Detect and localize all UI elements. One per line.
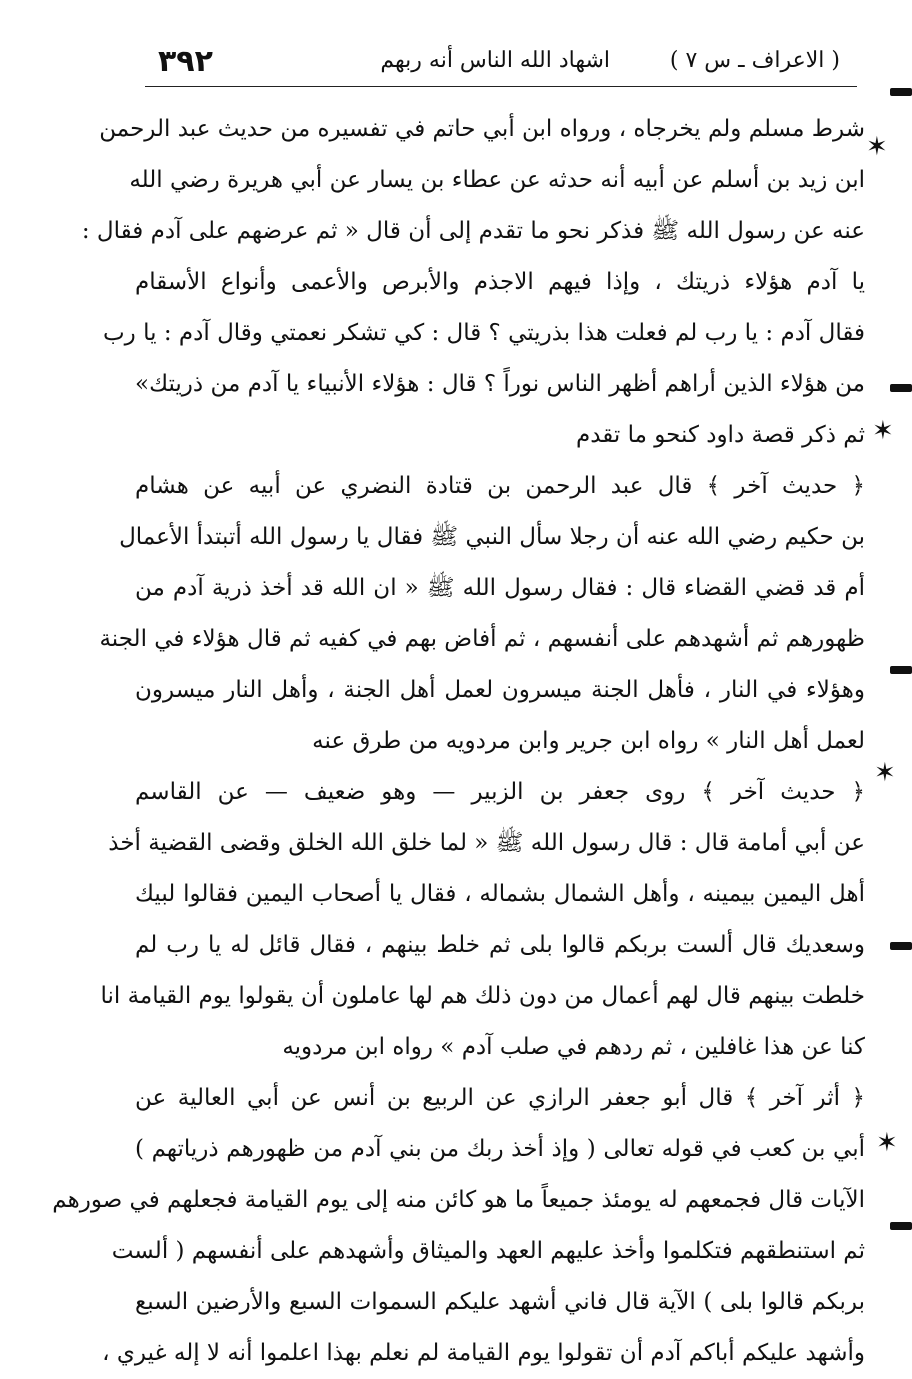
margin-mark — [890, 942, 912, 950]
text-line: ثم استنطقهم فتكلموا وأخذ عليهم العهد والميثاق وأشهدهم على أنفسهم ( ألست — [111, 1238, 865, 1264]
text-line: بربكم قالوا بلى ) الآية قال فاني أشهد عليكم السموات السبع والأرضين السبع — [135, 1289, 865, 1315]
text-line: يا آدم هؤلاء ذريتك ، وإذا فيهم الاجذم والأبرص والأعمى وأنواع الأسقام — [135, 269, 865, 295]
text-line: ﴿ حديث آخر ﴾ قال عبد الرحمن بن قتادة النضري عن أبيه عن هشام — [135, 473, 865, 499]
text-line: أهل اليمين بيمينه ، وأهل الشمال بشماله ، فقال يا أصحاب اليمين فقالوا لبيك — [135, 881, 865, 907]
body-text — [52, 104, 865, 1379]
text-line: وأشهد عليكم أباكم آدم أن تقولوا يوم القيامة لم نعلم بهذا اعلموا أنه لا إله غيري ، — [102, 1340, 865, 1366]
text-line: شرط مسلم ولم يخرجاه ، ورواه ابن أبي حاتم في تفسيره من حديث عبد الرحمن — [99, 116, 865, 142]
text-line: الآيات قال فجمعهم له يومئذ جميعاً ما هو كائن منه إلى يوم القيامة فجعلهم في صورهم — [52, 1187, 865, 1213]
margin-mark — [890, 666, 912, 674]
page-header — [150, 38, 850, 84]
text-line: عنه عن رسول الله ﷺ فذكر نحو ما تقدم إلى أن قال « ثم عرضهم على آدم فقال : — [81, 218, 865, 244]
text-line: ثم ذكر قصة داود كنحو ما تقدم — [575, 422, 865, 448]
text-line: ﴿ أثر آخر ﴾ قال أبو جعفر الرازي عن الربيع بن أنس عن أبي العالية عن — [135, 1085, 865, 1111]
margin-mark — [890, 1222, 912, 1230]
text-line: ابن زيد بن أسلم عن أبيه أنه حدثه عن عطاء بن يسار عن أبي هريرة رضي الله — [129, 167, 865, 193]
book-page: ٣٩٢ ( الاعراف ـ س ٧ ) اشهاد الله الناس أنه ربهم شرط مسلم ولم يخرجاه ، ورواه ابن أبي حاتم في تفسيره من حديث عبد الرحمن ابن زيد بن أسلم عن أبيه أنه حدثه عن عطاء بن يسار عن أبي هريرة رضي الله عنه عن رسول الله ﷺ فذكر نحو ما تقدم إلى أن قال « ثم عرضهم على آدم فقال : يا آدم هؤلاء ذريتك ، وإذا فيهم الاجذم والأبرص والأعمى وأنواع الأسقام فقال آدم : يا رب لم فعلت هذا بذريتي ؟ قال : كي تشكر نعمتي وقال آدم : يا رب من هؤلاء الذين أراهم أظهر الناس نوراً ؟ قال : هؤلاء الأنبياء يا آدم من ذريتك» ثم ذكر قصة داود كنحو ما تقدم ﴿ حديث آخر ﴾ قال عبد الرحمن بن قتادة النضري عن أبيه عن هشام بن حكيم رضي الله عنه أن رجلا سأل النبي ﷺ فقال يا رسول الله أتبتدأ الأعمال أم قد قضي القضاء قال : فقال رسول الله ﷺ « ان الله قد أخذ ذرية آدم من ظهورهم ثم أشهدهم على أنفسهم ، ثم أفاض بهم في كفيه ثم قال هؤلاء في الجنة وهؤلاء في النار ، فأهل الجنة ميسرون لعمل أهل الجنة ، وأهل النار ميسرون لعمل أهل النار » رواه ابن جرير وابن مردويه من طرق عنه ﴿ حديث آخر ﴾ روى جعفر بن الزبير — وهو ضعيف — عن القاسم عن أبي أمامة قال : قال رسول الله ﷺ « لما خلق الله الخلق وقضى القضية أخذ أهل اليمين بيمينه ، وأهل الشمال بشماله ، فقال يا أصحاب اليمين فقالوا لبيك وسعديك قال ألست بربكم قالوا بلى ثم خلط بينهم ، فقال قائل له يا رب لم خلطت بينهم قال لهم أعمال من دون ذلك هم لها عاملون أن يقولوا يوم القيامة انا كنا عن هذا غافلين ، ثم ردهم في صلب آدم » رواه ابن مردويه ﴿ أثر آخر ﴾ قال أبو جعفر الرازي عن الربيع بن أنس عن أبي العالية عن أبي بن كعب في قوله تعالى ( وإذ أخذ ربك من بني آدم من ظهورهم ذرياتهم ) الآيات قال فجمعهم له يومئذ جميعاً ما هو كائن منه إلى يوم القيامة فجعلهم في صورهم ثم استنطقهم فتكلموا وأخذ عليهم العهد والميثاق وأشهدهم على أنفسهم ( ألست بربكم قالوا بلى ) الآية قال فاني أشهد عليكم السموات السبع والأرضين السبع وأشهد عليكم أباكم آدم أن تقولوا يوم القيامة لم نعلم بهذا اعلموا أنه لا إله غيري ، ✶ ✶ ✶ ✶ — [0, 0, 912, 1309]
text-line: أبي بن كعب في قوله تعالى ( وإذ أخذ ربك من بني آدم من ظهورهم ذرياتهم ) — [135, 1136, 865, 1162]
text-line: أم قد قضي القضاء قال : فقال رسول الله ﷺ « ان الله قد أخذ ذرية آدم من — [135, 575, 865, 601]
text-line: خلطت بينهم قال لهم أعمال من دون ذلك هم لها عاملون أن يقولوا يوم القيامة انا — [100, 983, 865, 1009]
text-line: فقال آدم : يا رب لم فعلت هذا بذريتي ؟ قال : كي تشكر نعمتي وقال آدم : يا رب — [103, 320, 865, 346]
running-title: اشهاد الله الناس أنه ربهم — [380, 48, 610, 73]
text-line: كنا عن هذا غافلين ، ثم ردهم في صلب آدم » رواه ابن مردويه — [282, 1034, 865, 1060]
text-line: من هؤلاء الذين أراهم أظهر الناس نوراً ؟ قال : هؤلاء الأنبياء يا آدم من ذريتك» — [135, 371, 865, 397]
text-line: عن أبي أمامة قال : قال رسول الله ﷺ « لما خلق الله الخلق وقضى القضية أخذ — [108, 830, 865, 856]
text-line: لعمل أهل النار » رواه ابن جرير وابن مردويه من طرق عنه — [312, 728, 865, 754]
margin-mark — [890, 88, 912, 96]
text-line: ظهورهم ثم أشهدهم على أنفسهم ، ثم أفاض بهم في كفيه ثم قال هؤلاء في الجنة — [99, 626, 865, 652]
text-line: بن حكيم رضي الله عنه أن رجلا سأل النبي ﷺ فقال يا رسول الله أتبتدأ الأعمال — [119, 524, 865, 550]
surah-reference: ( الاعراف ـ س ٧ ) — [669, 48, 840, 73]
text-line: وهؤلاء في النار ، فأهل الجنة ميسرون لعمل أهل الجنة ، وأهل النار ميسرون — [135, 677, 865, 703]
margin-mark — [890, 384, 912, 392]
page-number: ٣٩٢ — [158, 44, 213, 79]
text-line: ﴿ حديث آخر ﴾ روى جعفر بن الزبير — وهو ضعيف — عن القاسم — [135, 779, 865, 805]
header-divider — [145, 86, 857, 87]
text-line: وسعديك قال ألست بربكم قالوا بلى ثم خلط بينهم ، فقال قائل له يا رب لم — [135, 932, 865, 958]
